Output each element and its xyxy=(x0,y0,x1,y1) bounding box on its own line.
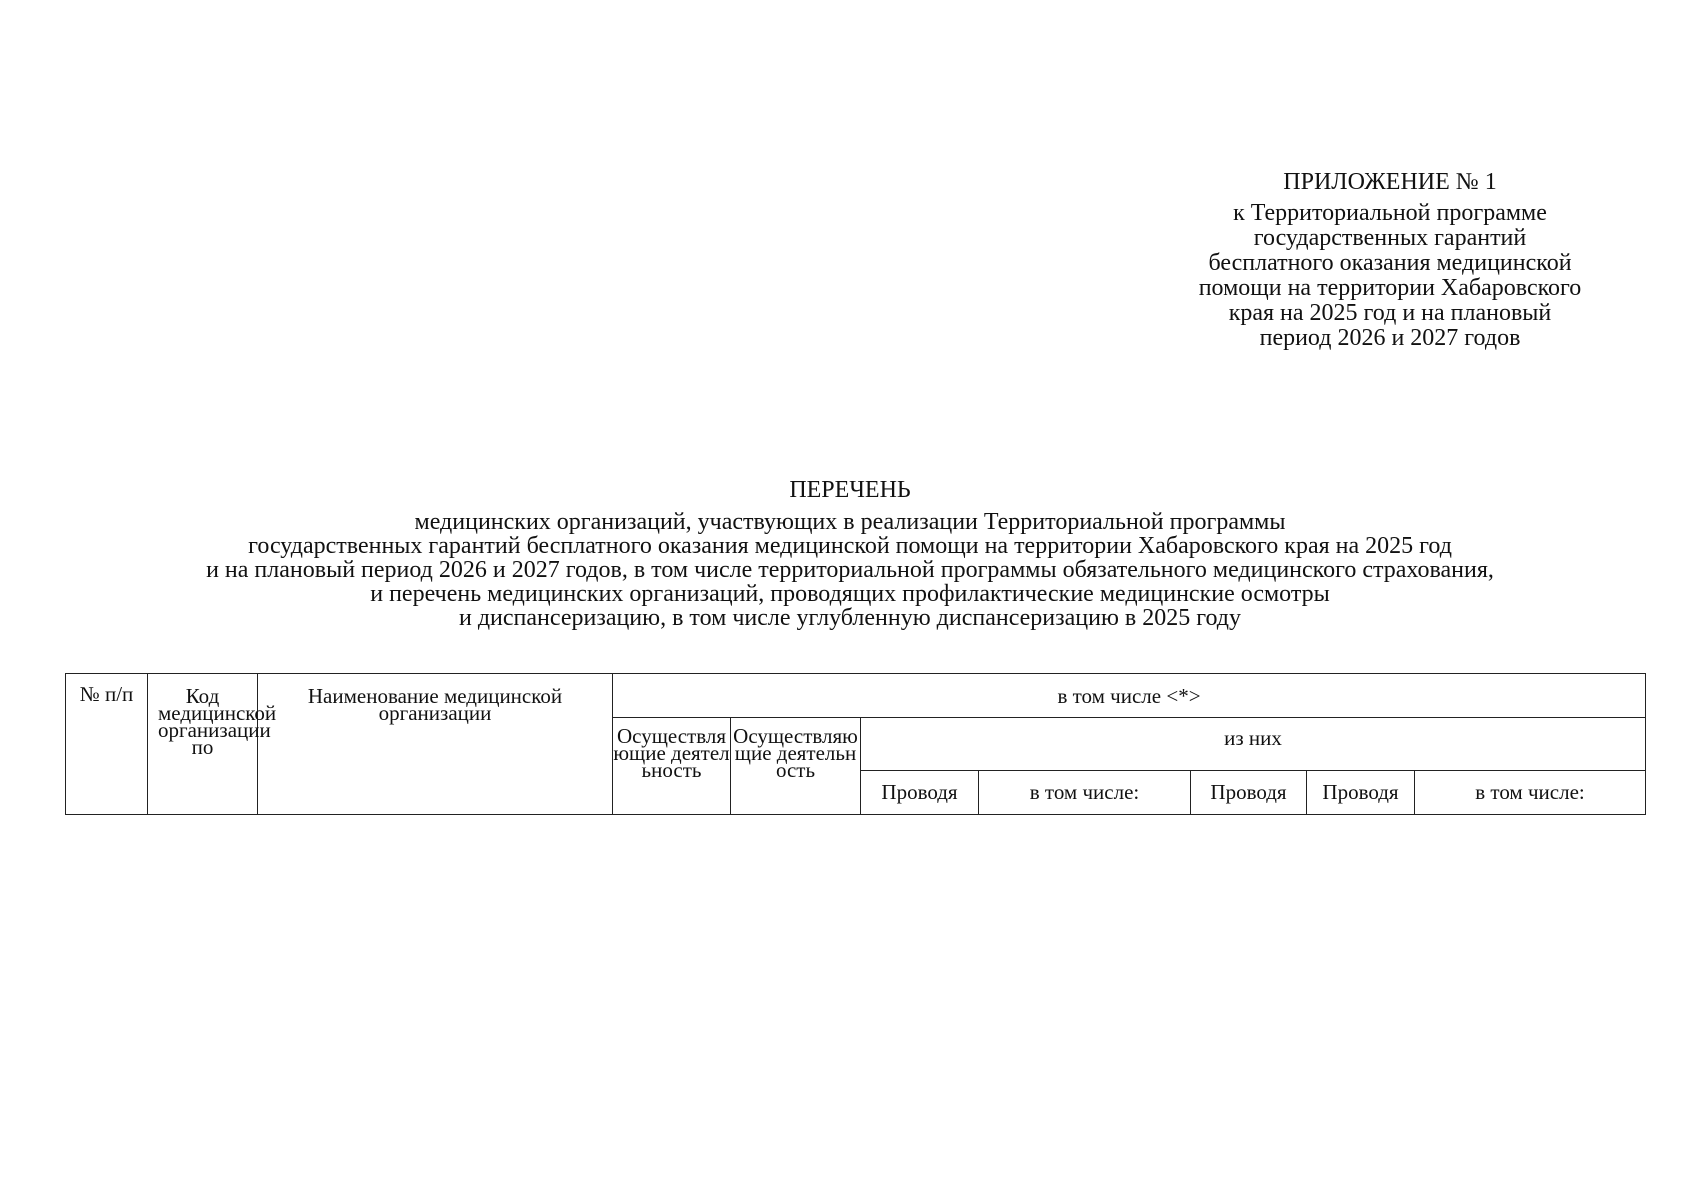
header-leaf-2-label: в том числе: xyxy=(1029,780,1140,804)
header-leaf-4 xyxy=(1307,771,1415,815)
header-leaf-3 xyxy=(1191,771,1307,815)
header-sub-activity-1 xyxy=(613,718,731,815)
header-org-code xyxy=(148,674,277,815)
header-row-number xyxy=(66,674,148,815)
header-org-name xyxy=(258,674,613,815)
header-including-group-label: в том числе <*> xyxy=(1057,684,1201,708)
header-org-name-label: Наименование медицинской организации xyxy=(307,684,563,725)
appendix-line: к Территориальной программе xyxy=(1233,200,1547,226)
appendix-line: края на 2025 год и на плановый xyxy=(1228,300,1552,326)
appendix-block xyxy=(1150,170,1630,351)
header-of-them-group-label: из них xyxy=(1224,726,1282,750)
header-sub-activity-2 xyxy=(731,718,861,815)
heading-title: ПЕРЕЧЕНЬ xyxy=(789,477,911,503)
heading-line: и диспансеризацию, в том числе углубленную диспансеризацию в 2025 году xyxy=(459,605,1241,631)
header-leaf-1-label: Проводя xyxy=(881,780,958,804)
header-sub-activity-1-label: Осуществляющие деятельность xyxy=(613,724,730,782)
appendix-title: ПРИЛОЖЕНИЕ № 1 xyxy=(1283,169,1497,195)
appendix-line: бесплатного оказания медицинской xyxy=(1208,250,1572,276)
header-leaf-1 xyxy=(861,771,979,815)
heading-line: и на плановый период 2026 и 2027 годов, в том числе территориальной программы обязательного медицинского страхования, xyxy=(206,557,1494,583)
appendix-line: период 2026 и 2027 годов xyxy=(1259,325,1521,351)
heading-line: и перечень медицинских организаций, проводящих профилактические медицинские осмотры xyxy=(370,581,1330,607)
organizations-table xyxy=(65,673,1646,815)
header-leaf-2 xyxy=(979,771,1191,815)
header-sub-activity-2-label: Осуществляющие деятельность xyxy=(733,724,858,782)
header-row-number-label: № п/п xyxy=(79,682,134,706)
header-leaf-3-label: Проводя xyxy=(1210,780,1287,804)
header-of-them-group xyxy=(861,718,1646,771)
header-leaf-5 xyxy=(1415,771,1646,815)
header-leaf-4-label: Проводя xyxy=(1322,780,1399,804)
appendix-line: помощи на территории Хабаровского xyxy=(1198,275,1582,301)
appendix-line: государственных гарантий xyxy=(1253,225,1527,251)
header-including-group xyxy=(613,674,1646,718)
header-org-code-label: Код медицинской организации по xyxy=(158,684,277,759)
heading-line: медицинских организаций, участвующих в реализации Территориальной программы xyxy=(414,509,1286,535)
heading-line: государственных гарантий бесплатного оказания медицинской помощи на территории Хабаровского края на 2025 год xyxy=(248,533,1452,559)
document-heading xyxy=(40,478,1660,630)
header-leaf-5-label: в том числе: xyxy=(1475,780,1585,804)
